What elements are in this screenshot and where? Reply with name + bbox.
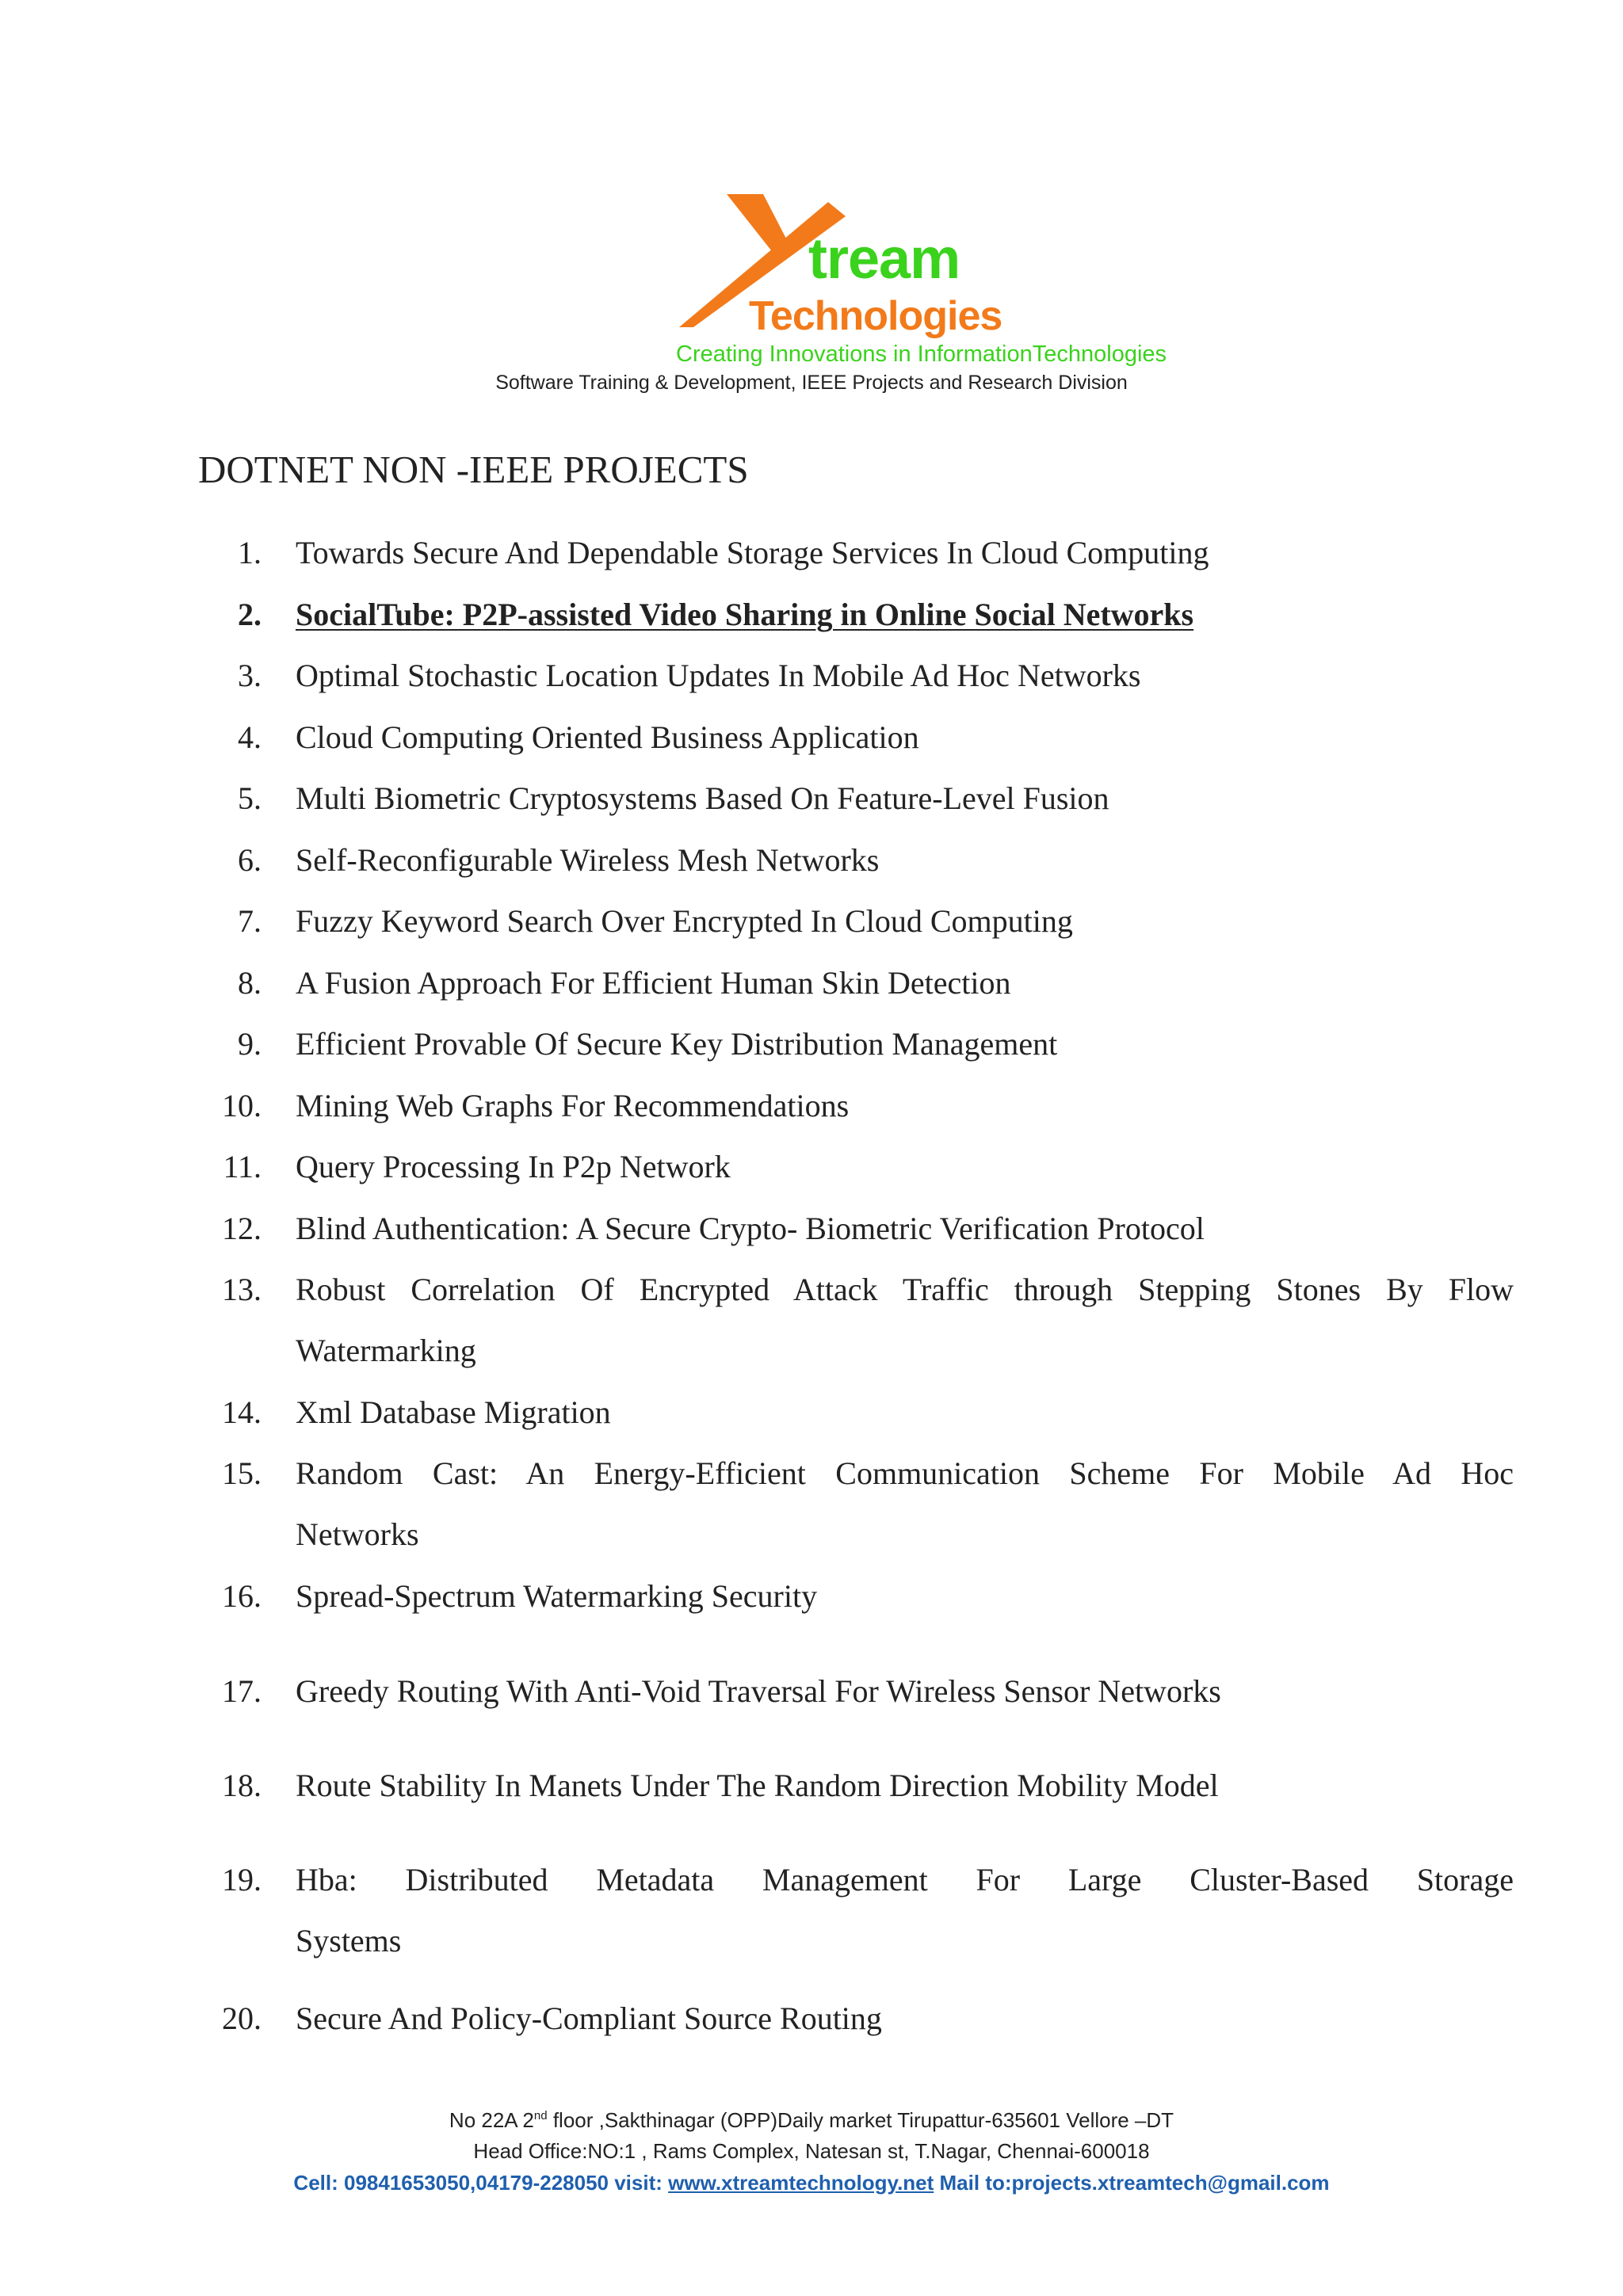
project-number: 9. [238,1026,262,1062]
project-number: 12. [222,1211,262,1246]
project-title: Multi Biometric Cryptosystems Based On Feature-Level Fusion [296,780,1109,816]
project-number: 10. [222,1088,262,1123]
footer-address [0,2110,1623,2130]
address-post: floor ,Sakthinagar (OPP)Daily market Tirupattur-635601 Vellore –DT [547,2108,1174,2132]
project-title: SocialTube: P2P-assisted Video Sharing in Online Social Networks [296,597,1194,632]
project-number: 16. [222,1578,262,1614]
project-number: 15. [222,1455,262,1491]
project-number: 11. [223,1149,262,1184]
project-number: 6. [238,842,262,878]
project-title: Towards Secure And Dependable Storage Services In Cloud Computing [296,535,1209,570]
project-title: Greedy Routing With Anti-Void Traversal For Wireless Sensor Networks [296,1673,1221,1709]
project-title: Mining Web Graphs For Recommendations [296,1088,850,1123]
project-number: 5. [238,780,262,816]
project-number: 8. [238,965,262,1001]
project-title-continuation: Systems [296,1923,402,1958]
project-title: Random Cast: An Energy-Efficient Communication Scheme For Mobile Ad Hoc [296,1455,1514,1491]
project-title: Spread-Spectrum Watermarking Security [296,1578,818,1614]
logo-word: tream [808,227,960,291]
project-title: Fuzzy Keyword Search Over Encrypted In Cloud Computing [296,903,1073,939]
project-number: 19. [222,1862,262,1897]
project-number: 20. [222,2000,262,2036]
page-title: DOTNET NON -IEEE PROJECTS [198,448,749,491]
project-number: 7. [238,903,262,939]
project-title-continuation: Watermarking [296,1333,476,1368]
project-title: Self-Reconfigurable Wireless Mesh Networks [296,842,880,878]
footer-contact [0,2172,1623,2193]
project-number: 17. [222,1673,262,1709]
footer-head-office: Head Office:NO:1 , Rams Complex, Natesan st, T.Nagar, Chennai-600018 [473,2139,1150,2163]
project-number: 3. [238,658,262,693]
project-number: 4. [238,719,262,755]
project-title: Route Stability In Manets Under The Random Direction Mobility Model [296,1768,1219,1803]
project-title: Secure And Policy-Compliant Source Routing [296,2000,882,2036]
website-link[interactable]: www.xtreamtechnology.net [668,2171,934,2195]
project-number: 13. [222,1272,262,1307]
project-title: Query Processing In P2p Network [296,1149,731,1184]
address-pre: No 22A 2 [449,2108,534,2132]
project-number: 1. [238,535,262,570]
logo-company: Technologies [749,293,1002,339]
project-number: 2. [238,597,262,632]
project-title: Hba: Distributed Metadata Management For Large Cluster-Based Storage [296,1862,1514,1897]
project-title: Blind Authentication: A Secure Crypto- Biometric Verification Protocol [296,1211,1205,1246]
project-number: 18. [222,1768,262,1803]
division-subtitle: Software Training & Development, IEEE Projects and Research Division [495,372,1128,394]
project-number: 14. [222,1394,262,1430]
project-title: Cloud Computing Oriented Business Application [296,719,919,755]
contact-phones: Cell: 09841653050,04179-228050 visit: [293,2171,669,2195]
logo-tagline: Creating Innovations in InformationTechnologies [676,341,1167,367]
project-title: Optimal Stochastic Location Updates In Mobile Ad Hoc Networks [296,658,1141,693]
project-title: A Fusion Approach For Efficient Human Skin Detection [296,965,1011,1001]
project-title: Robust Correlation Of Encrypted Attack Traffic through Stepping Stones By Flow [296,1272,1514,1307]
project-title: Efficient Provable Of Secure Key Distribution Management [296,1026,1058,1062]
project-title-continuation: Networks [296,1516,419,1552]
project-title: Xml Database Migration [296,1394,611,1430]
contact-mail: Mail to:projects.xtreamtech@gmail.com [934,2171,1330,2195]
address-superscript: nd [533,2109,548,2122]
